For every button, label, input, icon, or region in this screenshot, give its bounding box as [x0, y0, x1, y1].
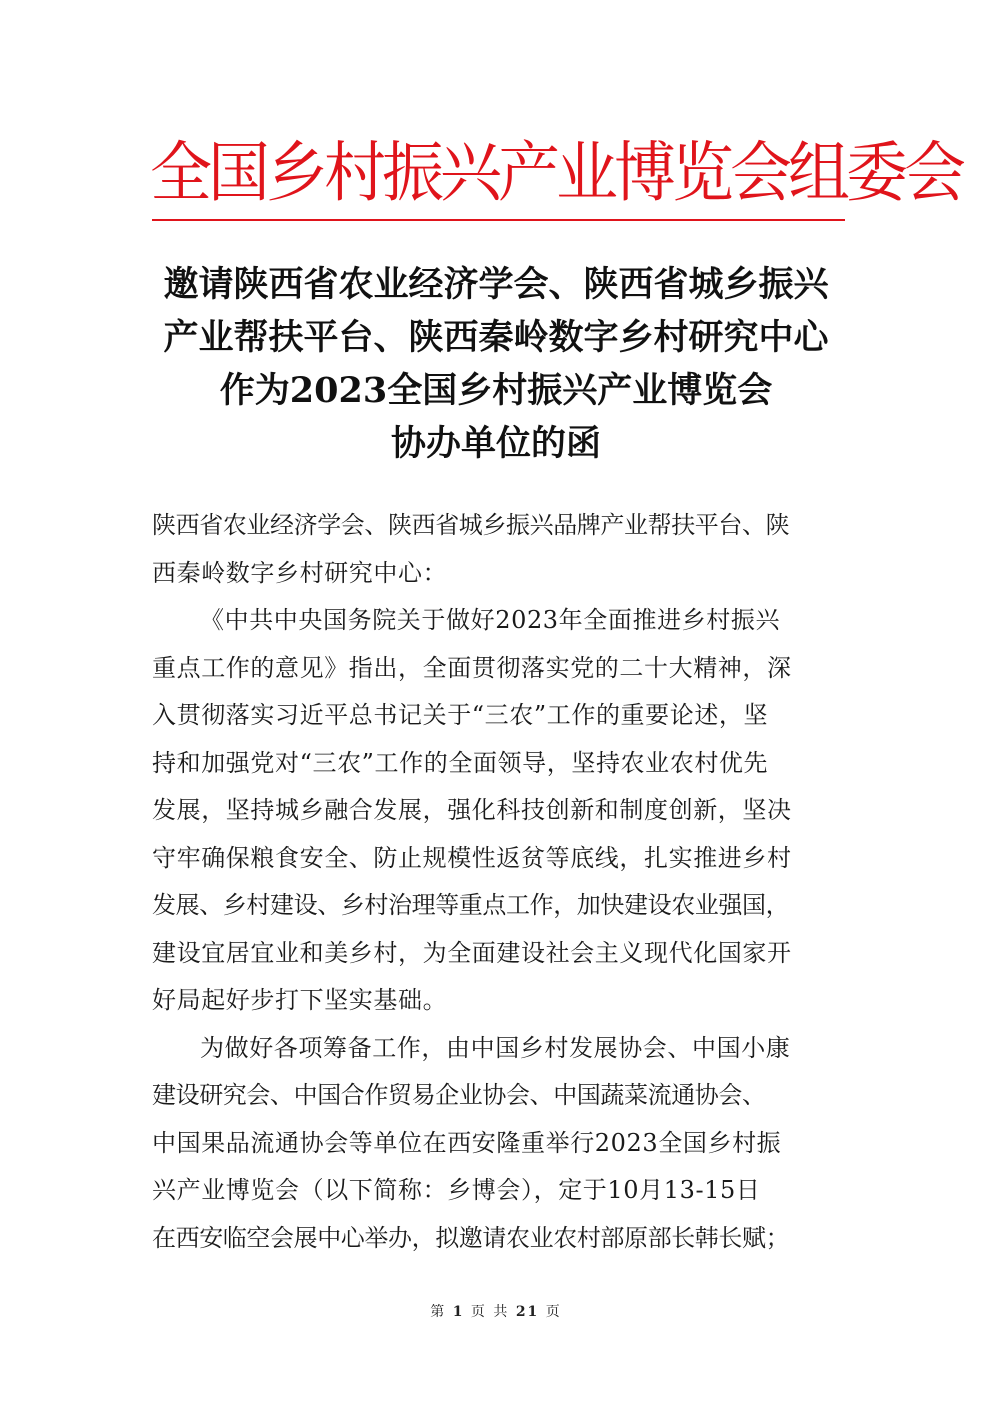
paragraph-line: 建设宜居宜业和美乡村，为全面建设社会主义现代化国家开 [152, 938, 792, 967]
paragraph-line: 重点工作的意见》指出，全面贯彻落实党的二十大精神，深 [152, 653, 792, 682]
paragraph-line: 《中共中央国务院关于做好2023年全面推进乡村振兴 [200, 606, 781, 634]
paragraph-line: 中国果品流通协会等单位在西安隆重举行2023全国乡村振 [152, 1128, 782, 1157]
footer-suffix: 页 [545, 1304, 562, 1320]
paragraph-line: 在西安临空会展中心举办，拟邀请农业农村部原部长韩长赋； [152, 1223, 790, 1252]
salutation-line: 陕西省农业经济学会、陕西省城乡振兴品牌产业帮扶平台、陕 [152, 511, 790, 539]
document-body [152, 502, 842, 1262]
paragraph-line: 建设研究会、中国合作贸易企业协会、中国蔬菜流通协会、 [152, 1081, 766, 1109]
masthead-red-rule [152, 219, 845, 221]
title-line: 邀请陕西省农业经济学会、陕西省城乡振兴 [163, 264, 829, 305]
paragraph-line: 持和加强党对“三农”工作的全面领导，坚持农业农村优先 [152, 748, 769, 777]
footer-prefix: 第 [430, 1304, 447, 1320]
paragraph-line: 入贯彻落实习近平总书记关于“三农”工作的重要论述，坚 [152, 701, 769, 729]
footer-current-page: 1 [452, 1304, 465, 1320]
paragraph-line: 发展、乡村建设、乡村治理等重点工作，加快建设农业强国， [152, 891, 790, 919]
masthead-org-name: 全国乡村振兴产业博览会组委会 [150, 134, 963, 211]
paragraph-line: 兴产业博览会（以下简称：乡博会），定于10月13-15日 [152, 1176, 761, 1204]
title-line: 作为2023全国乡村振兴产业博览会 [219, 370, 773, 411]
page-footer [0, 1301, 992, 1321]
footer-middle: 页 共 [470, 1304, 510, 1320]
title-line: 产业帮扶平台、陕西秦岭数字乡村研究中心 [163, 317, 829, 358]
document-title [130, 258, 862, 470]
footer-total-pages: 21 [515, 1304, 540, 1320]
paragraph-line: 守牢确保粮食安全、防止规模性返贫等底线，扎实推进乡村 [152, 843, 792, 872]
paragraph-line: 为做好各项筹备工作，由中国乡村发展协会、中国小康 [200, 1033, 791, 1062]
paragraph-line: 好局起好步打下坚实基础。 [152, 986, 448, 1014]
paragraph-line: 发展，坚持城乡融合发展，强化科技创新和制度创新，坚决 [152, 796, 792, 824]
salutation-line: 西秦岭数字乡村研究中心： [152, 558, 448, 587]
title-line: 协办单位的函 [390, 423, 601, 464]
